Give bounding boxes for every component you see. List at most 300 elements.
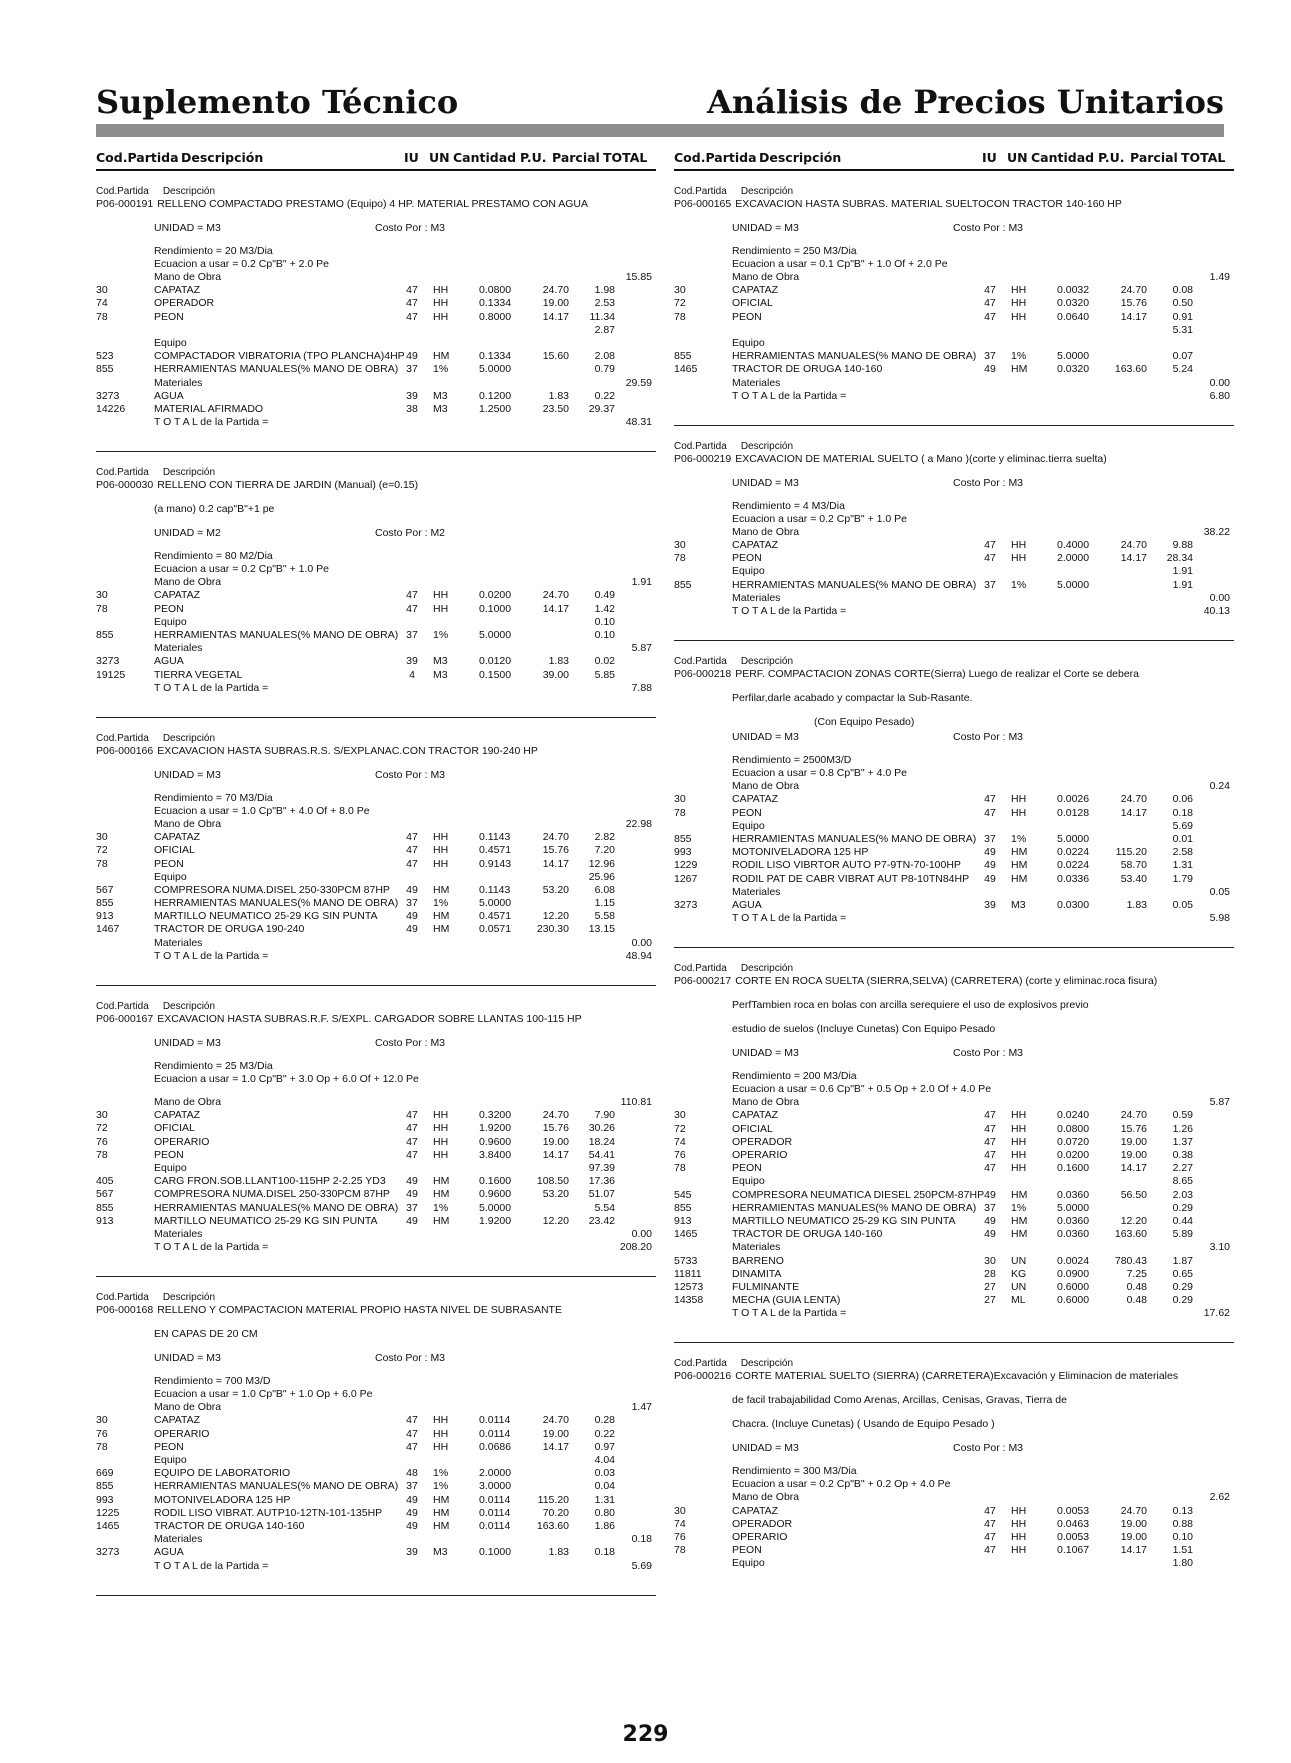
table-row bbox=[674, 899, 1234, 912]
table-row bbox=[96, 1096, 656, 1109]
col-pu: P.U. bbox=[1098, 150, 1125, 165]
table-row bbox=[674, 1215, 1234, 1228]
cell-par: 0.44 bbox=[1172, 1214, 1193, 1227]
cell-desc: OFICIAL bbox=[154, 844, 195, 857]
cell-un: 1% bbox=[433, 1467, 449, 1480]
cell-desc: Equipo bbox=[732, 1557, 765, 1570]
table-row bbox=[674, 1228, 1234, 1241]
cell-desc: OPERADOR bbox=[732, 1135, 793, 1148]
table-row bbox=[96, 1441, 656, 1454]
rendimiento-block bbox=[674, 245, 1234, 271]
table-row bbox=[96, 871, 656, 884]
rendimiento-block bbox=[674, 1465, 1234, 1491]
label-desc: Descripción bbox=[740, 440, 794, 452]
unit-row bbox=[674, 1442, 1234, 1455]
partida-title bbox=[96, 198, 656, 211]
cell-code: 30 bbox=[96, 1414, 108, 1427]
partida-item bbox=[674, 1357, 1234, 1570]
cell-desc: Materiales bbox=[154, 1227, 203, 1240]
partida-header bbox=[674, 440, 1234, 466]
cell-code: 14226 bbox=[96, 402, 126, 415]
cell-par: 1.91 bbox=[1172, 565, 1193, 578]
rendimiento-block bbox=[674, 754, 1234, 780]
cell-iu: 47 bbox=[406, 1109, 418, 1122]
col-parcial: Parcial bbox=[552, 150, 600, 165]
cell-pu: 15.76 bbox=[1120, 297, 1147, 310]
partida-description: EXCAVACION HASTA SUBRAS. MATERIAL SUELTOCON TRACTOR 140-160 HP bbox=[735, 198, 1122, 210]
cell-code: 913 bbox=[96, 910, 114, 923]
partida-note: PerfTambien roca en bolas con arcilla serequiere el uso de explosivos previo bbox=[732, 999, 1089, 1012]
cell-qty: 0.0128 bbox=[1057, 806, 1090, 819]
cell-un: HH bbox=[1011, 806, 1027, 819]
cell-desc: OPERARIO bbox=[154, 1427, 210, 1440]
col-cant: Cantidad bbox=[1031, 150, 1095, 165]
cell-code: 30 bbox=[96, 284, 108, 297]
cell-un: HH bbox=[1011, 284, 1027, 297]
table-row bbox=[96, 844, 656, 857]
label-desc: Descripción bbox=[740, 1358, 794, 1370]
cell-par: 54.41 bbox=[588, 1148, 615, 1161]
table-row bbox=[674, 1281, 1234, 1294]
cell-par: 8.65 bbox=[1172, 1175, 1193, 1188]
cell-pu: 1.83 bbox=[548, 1546, 569, 1559]
cell-pu: 19.00 bbox=[1120, 1149, 1147, 1161]
table-row bbox=[96, 1122, 656, 1135]
cell-qty: 0.1143 bbox=[479, 831, 511, 844]
cell-par: 1.86 bbox=[594, 1519, 615, 1532]
rendimiento-line: Ecuacion a usar = 1.0 Cp"B" + 4.0 Of + 8.0 Pe bbox=[154, 804, 370, 817]
cell-qty: 0.0224 bbox=[1057, 859, 1090, 872]
cell-desc: Materiales bbox=[732, 885, 781, 898]
cell-un: HH bbox=[1011, 1149, 1027, 1161]
cell-qty: 0.0686 bbox=[479, 1440, 512, 1453]
cell-iu: 49 bbox=[406, 1175, 418, 1188]
cell-par: 1.79 bbox=[1172, 872, 1193, 885]
cell-qty: 0.0026 bbox=[1057, 793, 1090, 806]
right-column bbox=[674, 150, 1234, 1571]
cell-pu: 56.50 bbox=[1120, 1188, 1147, 1201]
cell-un: HH bbox=[433, 1135, 449, 1148]
cell-par: 30.26 bbox=[588, 1122, 615, 1135]
cell-par: 0.18 bbox=[1172, 806, 1193, 819]
rendimiento-line: Ecuacion a usar = 1.0 Cp"B" + 1.0 Op + 6.0 Pe bbox=[154, 1388, 373, 1401]
cell-qty: 0.0053 bbox=[1057, 1531, 1090, 1543]
cell-code: 855 bbox=[96, 1480, 114, 1493]
cell-qty: 0.0900 bbox=[1057, 1267, 1090, 1280]
cell-par: 0.49 bbox=[594, 589, 615, 602]
cell-pu: 14.17 bbox=[1120, 806, 1147, 819]
cell-code: 30 bbox=[674, 1109, 686, 1122]
table-row bbox=[96, 1454, 656, 1467]
cell-desc: Mano de Obra bbox=[154, 1401, 222, 1414]
cell-qty: 0.0336 bbox=[1057, 872, 1090, 885]
cell-desc: AGUA bbox=[154, 1546, 184, 1559]
partida-header bbox=[96, 732, 656, 758]
cell-pu: 12.20 bbox=[1120, 1214, 1147, 1227]
cell-iu: 47 bbox=[984, 806, 996, 819]
header-title-right: Análisis de Precios Unitarios bbox=[707, 83, 1224, 121]
cell-un: HH bbox=[433, 1414, 449, 1427]
cell-qty: 0.0114 bbox=[479, 1519, 511, 1532]
cell-qty: 0.9143 bbox=[479, 857, 512, 870]
cell-desc: CAPATAZ bbox=[154, 284, 201, 297]
label-cod: Cod.Partida bbox=[96, 186, 149, 197]
cell-desc: PEON bbox=[732, 1544, 762, 1557]
label-cod: Cod.Partida bbox=[674, 186, 727, 197]
cell-total: 5.87 bbox=[631, 642, 652, 655]
table-row bbox=[674, 605, 1234, 618]
cell-desc: AGUA bbox=[732, 898, 762, 911]
cell-iu: 37 bbox=[406, 363, 418, 376]
cell-par: 25.96 bbox=[588, 870, 615, 883]
cell-iu: 47 bbox=[984, 284, 996, 297]
cell-par: 0.10 bbox=[1172, 1531, 1193, 1543]
table-row bbox=[674, 350, 1234, 363]
cell-desc: PEON bbox=[154, 1440, 184, 1453]
cell-par: 17.36 bbox=[588, 1175, 615, 1188]
cell-par: 12.96 bbox=[588, 857, 615, 870]
col-desc: Descripción bbox=[759, 150, 842, 165]
cell-qty: 2.0000 bbox=[1057, 552, 1090, 565]
cell-desc: TRACTOR DE ORUGA 140-160 bbox=[732, 1228, 883, 1241]
cell-code: 405 bbox=[96, 1175, 114, 1188]
table-row bbox=[96, 1215, 656, 1228]
partida-labels bbox=[96, 466, 656, 479]
table-row bbox=[674, 1123, 1234, 1136]
cell-iu: 39 bbox=[406, 389, 418, 402]
cell-un: HH bbox=[1011, 1135, 1027, 1148]
cell-total: 0.00 bbox=[1209, 376, 1230, 389]
cell-qty: 0.0463 bbox=[1057, 1517, 1090, 1530]
cell-desc: HERRAMIENTAS MANUALES(% MANO DE OBRA) bbox=[732, 578, 977, 591]
cell-iu: 49 bbox=[406, 1188, 418, 1201]
partida-header bbox=[96, 1291, 656, 1317]
cell-code: 855 bbox=[674, 1201, 692, 1214]
table-row bbox=[674, 363, 1234, 376]
table-row bbox=[674, 1518, 1234, 1531]
rendimiento-line: Rendimiento = 200 M3/Dia bbox=[732, 1070, 857, 1083]
cell-par: 2.08 bbox=[594, 350, 615, 363]
table-row bbox=[96, 642, 656, 655]
unidad-label: UNIDAD = M3 bbox=[154, 1352, 221, 1365]
cell-un: HH bbox=[1011, 1122, 1027, 1135]
costo-label: Costo Por : M3 bbox=[375, 222, 446, 234]
cell-qty: 0.1500 bbox=[479, 668, 512, 681]
table-row bbox=[96, 1188, 656, 1201]
cell-code: 1229 bbox=[674, 859, 698, 872]
partida-separator bbox=[96, 1595, 656, 1596]
rendimiento-block bbox=[96, 792, 656, 818]
label-cod: Cod.Partida bbox=[674, 1358, 727, 1370]
table-row bbox=[674, 912, 1234, 925]
cell-iu: 47 bbox=[984, 1544, 996, 1557]
cell-desc: HERRAMIENTAS MANUALES(% MANO DE OBRA) bbox=[154, 629, 399, 641]
left-items bbox=[96, 185, 656, 1596]
cell-pu: 15.76 bbox=[1120, 1122, 1147, 1135]
cell-pu: 14.17 bbox=[542, 1440, 569, 1453]
cell-desc: T O T A L de la Partida = bbox=[732, 912, 847, 925]
cell-un: HH bbox=[433, 1122, 449, 1135]
partida-labels bbox=[674, 655, 1234, 668]
cell-desc: Equipo bbox=[154, 1454, 187, 1466]
cell-desc: CAPATAZ bbox=[732, 284, 779, 297]
cell-code: 1467 bbox=[96, 923, 120, 936]
cell-par: 9.88 bbox=[1172, 539, 1193, 552]
cell-iu: 49 bbox=[406, 883, 418, 896]
cell-un: M3 bbox=[433, 402, 448, 415]
cell-qty: 5.0000 bbox=[479, 1201, 512, 1214]
cell-un: M3 bbox=[433, 655, 448, 668]
cell-total: 17.62 bbox=[1203, 1307, 1230, 1320]
table-row bbox=[96, 1162, 656, 1175]
cell-qty: 0.6000 bbox=[1057, 1280, 1090, 1293]
partida-code: P06-000218 bbox=[674, 668, 732, 681]
cell-desc: PEON bbox=[732, 310, 762, 323]
cell-desc: T O T A L de la Partida = bbox=[154, 949, 269, 962]
cell-iu: 49 bbox=[984, 363, 996, 376]
table-row bbox=[96, 576, 656, 589]
partida-code: P06-000165 bbox=[674, 198, 732, 210]
cell-par: 2.53 bbox=[594, 297, 615, 310]
rendimiento-line: Rendimiento = 700 M3/D bbox=[154, 1375, 271, 1388]
cell-un: HH bbox=[1011, 310, 1027, 323]
unit-row bbox=[96, 1037, 656, 1050]
cell-un: HM bbox=[433, 1175, 450, 1188]
cell-iu: 47 bbox=[406, 310, 418, 323]
cell-total: 1.49 bbox=[1209, 271, 1230, 283]
cell-total: 15.85 bbox=[625, 271, 652, 283]
cell-qty: 0.8000 bbox=[479, 310, 512, 323]
cell-desc: CAPATAZ bbox=[732, 539, 779, 552]
cell-un: HH bbox=[1011, 1544, 1027, 1557]
cell-code: 76 bbox=[96, 1427, 108, 1440]
cell-iu: 39 bbox=[406, 1546, 418, 1559]
partida-labels bbox=[674, 1357, 1234, 1370]
rendimiento-block bbox=[674, 500, 1234, 526]
table-row bbox=[674, 390, 1234, 403]
partida-description: EXCAVACION HASTA SUBRAS.R.S. S/EXPLANAC.CON TRACTOR 190-240 HP bbox=[157, 744, 538, 757]
cell-par: 1.15 bbox=[594, 897, 615, 910]
label-desc: Descripción bbox=[740, 656, 794, 668]
cell-qty: 0.9600 bbox=[479, 1188, 512, 1201]
cell-pu: 230.30 bbox=[536, 923, 569, 936]
cell-iu: 47 bbox=[406, 844, 418, 857]
table-row bbox=[96, 1136, 656, 1149]
table-row bbox=[674, 1241, 1234, 1254]
cell-desc: HERRAMIENTAS MANUALES(% MANO DE OBRA) bbox=[154, 897, 399, 910]
table-row bbox=[674, 565, 1234, 578]
cell-desc: MOTONIVELADORA 125 HP bbox=[732, 846, 869, 859]
table-row bbox=[96, 363, 656, 376]
cell-desc: HERRAMIENTAS MANUALES(% MANO DE OBRA) bbox=[154, 363, 399, 376]
cell-total: 1.47 bbox=[631, 1401, 652, 1414]
cell-par: 0.08 bbox=[1172, 284, 1193, 297]
cell-par: 13.15 bbox=[588, 923, 615, 936]
cell-un: 1% bbox=[1011, 832, 1027, 845]
rendimiento-line: Ecuacion a usar = 1.0 Cp"B" + 3.0 Op + 6.0 Of + 12.0 Pe bbox=[154, 1073, 419, 1085]
cell-pu: 7.25 bbox=[1126, 1267, 1147, 1280]
cell-desc: COMPRESORA NUMA.DISEL 250-330PCM 87HP bbox=[154, 883, 390, 896]
table-row bbox=[674, 297, 1234, 310]
cell-iu: 49 bbox=[984, 872, 996, 885]
partida-header bbox=[674, 185, 1234, 211]
cell-code: 855 bbox=[674, 578, 692, 591]
partida-description: RELLENO COMPACTADO PRESTAMO (Equipo) 4 HP. MATERIAL PRESTAMO CON AGUA bbox=[157, 198, 589, 210]
cell-iu: 49 bbox=[984, 859, 996, 872]
table-row bbox=[96, 910, 656, 923]
table-row bbox=[96, 297, 656, 310]
cell-pu: 19.00 bbox=[1120, 1517, 1147, 1530]
cell-code: 567 bbox=[96, 1188, 114, 1201]
table-row bbox=[674, 271, 1234, 284]
cell-pu: 19.00 bbox=[542, 1135, 569, 1148]
cell-desc: COMPACTADOR VIBRATORIA (TPO PLANCHA)4HP bbox=[154, 350, 405, 363]
cell-qty: 0.0114 bbox=[479, 1493, 511, 1506]
cell-code: 3273 bbox=[96, 389, 120, 402]
table-row bbox=[96, 1480, 656, 1493]
table-row bbox=[674, 1109, 1234, 1122]
table-row bbox=[674, 1505, 1234, 1518]
cell-desc: PEON bbox=[732, 806, 762, 819]
table-row bbox=[674, 1307, 1234, 1320]
table-row bbox=[96, 897, 656, 910]
cell-qty: 5.0000 bbox=[479, 629, 512, 641]
cell-qty: 5.0000 bbox=[1057, 832, 1090, 845]
cell-desc: Mano de Obra bbox=[154, 576, 222, 589]
cell-iu: 47 bbox=[984, 1122, 996, 1135]
cell-desc: Mano de Obra bbox=[732, 271, 800, 283]
cell-desc: T O T A L de la Partida = bbox=[154, 681, 269, 694]
cell-desc: Mano de Obra bbox=[732, 525, 800, 538]
cell-pu: 19.00 bbox=[542, 1427, 569, 1440]
left-column bbox=[96, 150, 656, 1596]
cell-un: HH bbox=[1011, 1531, 1027, 1543]
table-row bbox=[96, 1228, 656, 1241]
cell-par: 4.04 bbox=[594, 1454, 615, 1466]
cell-pu: 108.50 bbox=[536, 1175, 569, 1188]
cell-code: 78 bbox=[674, 1162, 686, 1175]
partida-labels bbox=[674, 962, 1234, 975]
col-total: TOTAL bbox=[603, 150, 648, 165]
cell-desc: Mano de Obra bbox=[154, 271, 222, 283]
cell-code: 30 bbox=[674, 539, 686, 552]
unidad-label: UNIDAD = M3 bbox=[154, 222, 221, 234]
cell-par: 5.69 bbox=[1172, 819, 1193, 832]
col-cant: Cantidad bbox=[453, 150, 517, 165]
costo-label: Costo Por : M3 bbox=[953, 1047, 1024, 1060]
table-row bbox=[96, 1533, 656, 1546]
cell-desc: Materiales bbox=[154, 376, 203, 389]
cell-total: 48.94 bbox=[625, 949, 652, 962]
cell-qty: 0.1600 bbox=[479, 1175, 512, 1188]
cell-pu: 24.70 bbox=[1120, 793, 1147, 806]
partida-description: CORTE MATERIAL SUELTO (SIERRA) (CARRETERA)Excavación y Eliminacion de materiales bbox=[735, 1370, 1179, 1383]
cell-par: 5.31 bbox=[1172, 323, 1193, 336]
table-row bbox=[96, 377, 656, 390]
table-row bbox=[674, 1255, 1234, 1268]
cell-qty: 0.0571 bbox=[479, 923, 512, 936]
cell-iu: 27 bbox=[984, 1294, 996, 1307]
label-desc: Descripción bbox=[162, 1292, 216, 1304]
partida-separator bbox=[96, 985, 656, 986]
cell-desc: RODIL PAT DE CABR VIBRAT AUT P8-10TN84HP bbox=[732, 872, 970, 885]
cell-iu: 49 bbox=[406, 350, 418, 363]
cell-iu: 47 bbox=[984, 310, 996, 323]
cell-qty: 0.9600 bbox=[479, 1135, 512, 1148]
partida-note-center: (Con Equipo Pesado) bbox=[814, 716, 915, 729]
cell-par: 0.29 bbox=[1172, 1294, 1193, 1307]
cell-pu: 24.70 bbox=[542, 284, 569, 297]
cell-par: 51.07 bbox=[588, 1188, 615, 1201]
cell-pu: 14.17 bbox=[542, 857, 569, 870]
cell-desc: OPERARIO bbox=[732, 1149, 788, 1161]
cell-un: HH bbox=[433, 602, 449, 615]
cell-un: 1% bbox=[433, 1480, 449, 1493]
partida-description: RELLENO CON TIERRA DE JARDIN (Manual) (e=0.15) bbox=[157, 479, 419, 492]
cell-pu: 0.48 bbox=[1126, 1280, 1147, 1293]
cell-un: 1% bbox=[433, 629, 449, 641]
unit-row bbox=[96, 222, 656, 235]
cell-un: 1% bbox=[1011, 1201, 1027, 1214]
cell-code: 78 bbox=[96, 857, 108, 870]
table-row bbox=[674, 1175, 1234, 1188]
cell-pu: 58.70 bbox=[1120, 859, 1147, 872]
rendimiento-line: Ecuacion a usar = 0.8 Cp"B" + 4.0 Pe bbox=[732, 767, 907, 780]
table-row bbox=[674, 886, 1234, 899]
cell-desc: Materiales bbox=[154, 1533, 203, 1546]
cell-total: 2.62 bbox=[1209, 1491, 1230, 1504]
cell-desc: Equipo bbox=[732, 1175, 765, 1188]
cell-iu: 47 bbox=[984, 1162, 996, 1175]
cell-pu: 24.70 bbox=[542, 1414, 569, 1427]
cell-qty: 1.9200 bbox=[479, 1214, 512, 1227]
cell-iu: 47 bbox=[406, 589, 418, 602]
rendimiento-line: Rendimiento = 4 M3/Dia bbox=[732, 499, 845, 512]
table-row bbox=[96, 629, 656, 642]
table-row bbox=[674, 579, 1234, 592]
label-desc: Descripción bbox=[740, 186, 794, 197]
partida-item bbox=[96, 732, 656, 986]
table-row bbox=[674, 1294, 1234, 1307]
col-iu: IU bbox=[982, 150, 997, 165]
cell-un: 1% bbox=[1011, 578, 1027, 591]
table-row bbox=[96, 923, 656, 936]
cell-code: 30 bbox=[96, 831, 108, 844]
partida-note: Perfilar,darle acabado y compactar la Sub-Rasante. bbox=[732, 692, 973, 705]
cell-par: 0.29 bbox=[1172, 1201, 1193, 1214]
cell-code: 74 bbox=[674, 1517, 686, 1530]
partida-title bbox=[96, 1304, 656, 1317]
table-row bbox=[96, 1507, 656, 1520]
cell-un: HH bbox=[1011, 1504, 1027, 1517]
cell-desc: CAPATAZ bbox=[154, 589, 201, 602]
cell-par: 0.02 bbox=[594, 655, 615, 668]
label-desc: Descripción bbox=[162, 1001, 216, 1012]
cell-iu: 47 bbox=[406, 602, 418, 615]
cell-qty: 0.0114 bbox=[479, 1506, 511, 1519]
cell-un: HH bbox=[1011, 552, 1027, 565]
cell-total: 3.10 bbox=[1209, 1241, 1230, 1254]
table-row bbox=[96, 589, 656, 602]
cell-code: 78 bbox=[96, 602, 108, 615]
cell-desc: TRACTOR DE ORUGA 190-240 bbox=[154, 923, 305, 936]
cell-iu: 48 bbox=[406, 1467, 418, 1480]
cell-code: 30 bbox=[674, 284, 686, 297]
cell-code: 76 bbox=[96, 1135, 108, 1148]
cell-pu: 163.60 bbox=[1114, 363, 1147, 376]
costo-label: Costo Por : M3 bbox=[953, 731, 1024, 744]
cell-un: HM bbox=[1011, 859, 1028, 872]
